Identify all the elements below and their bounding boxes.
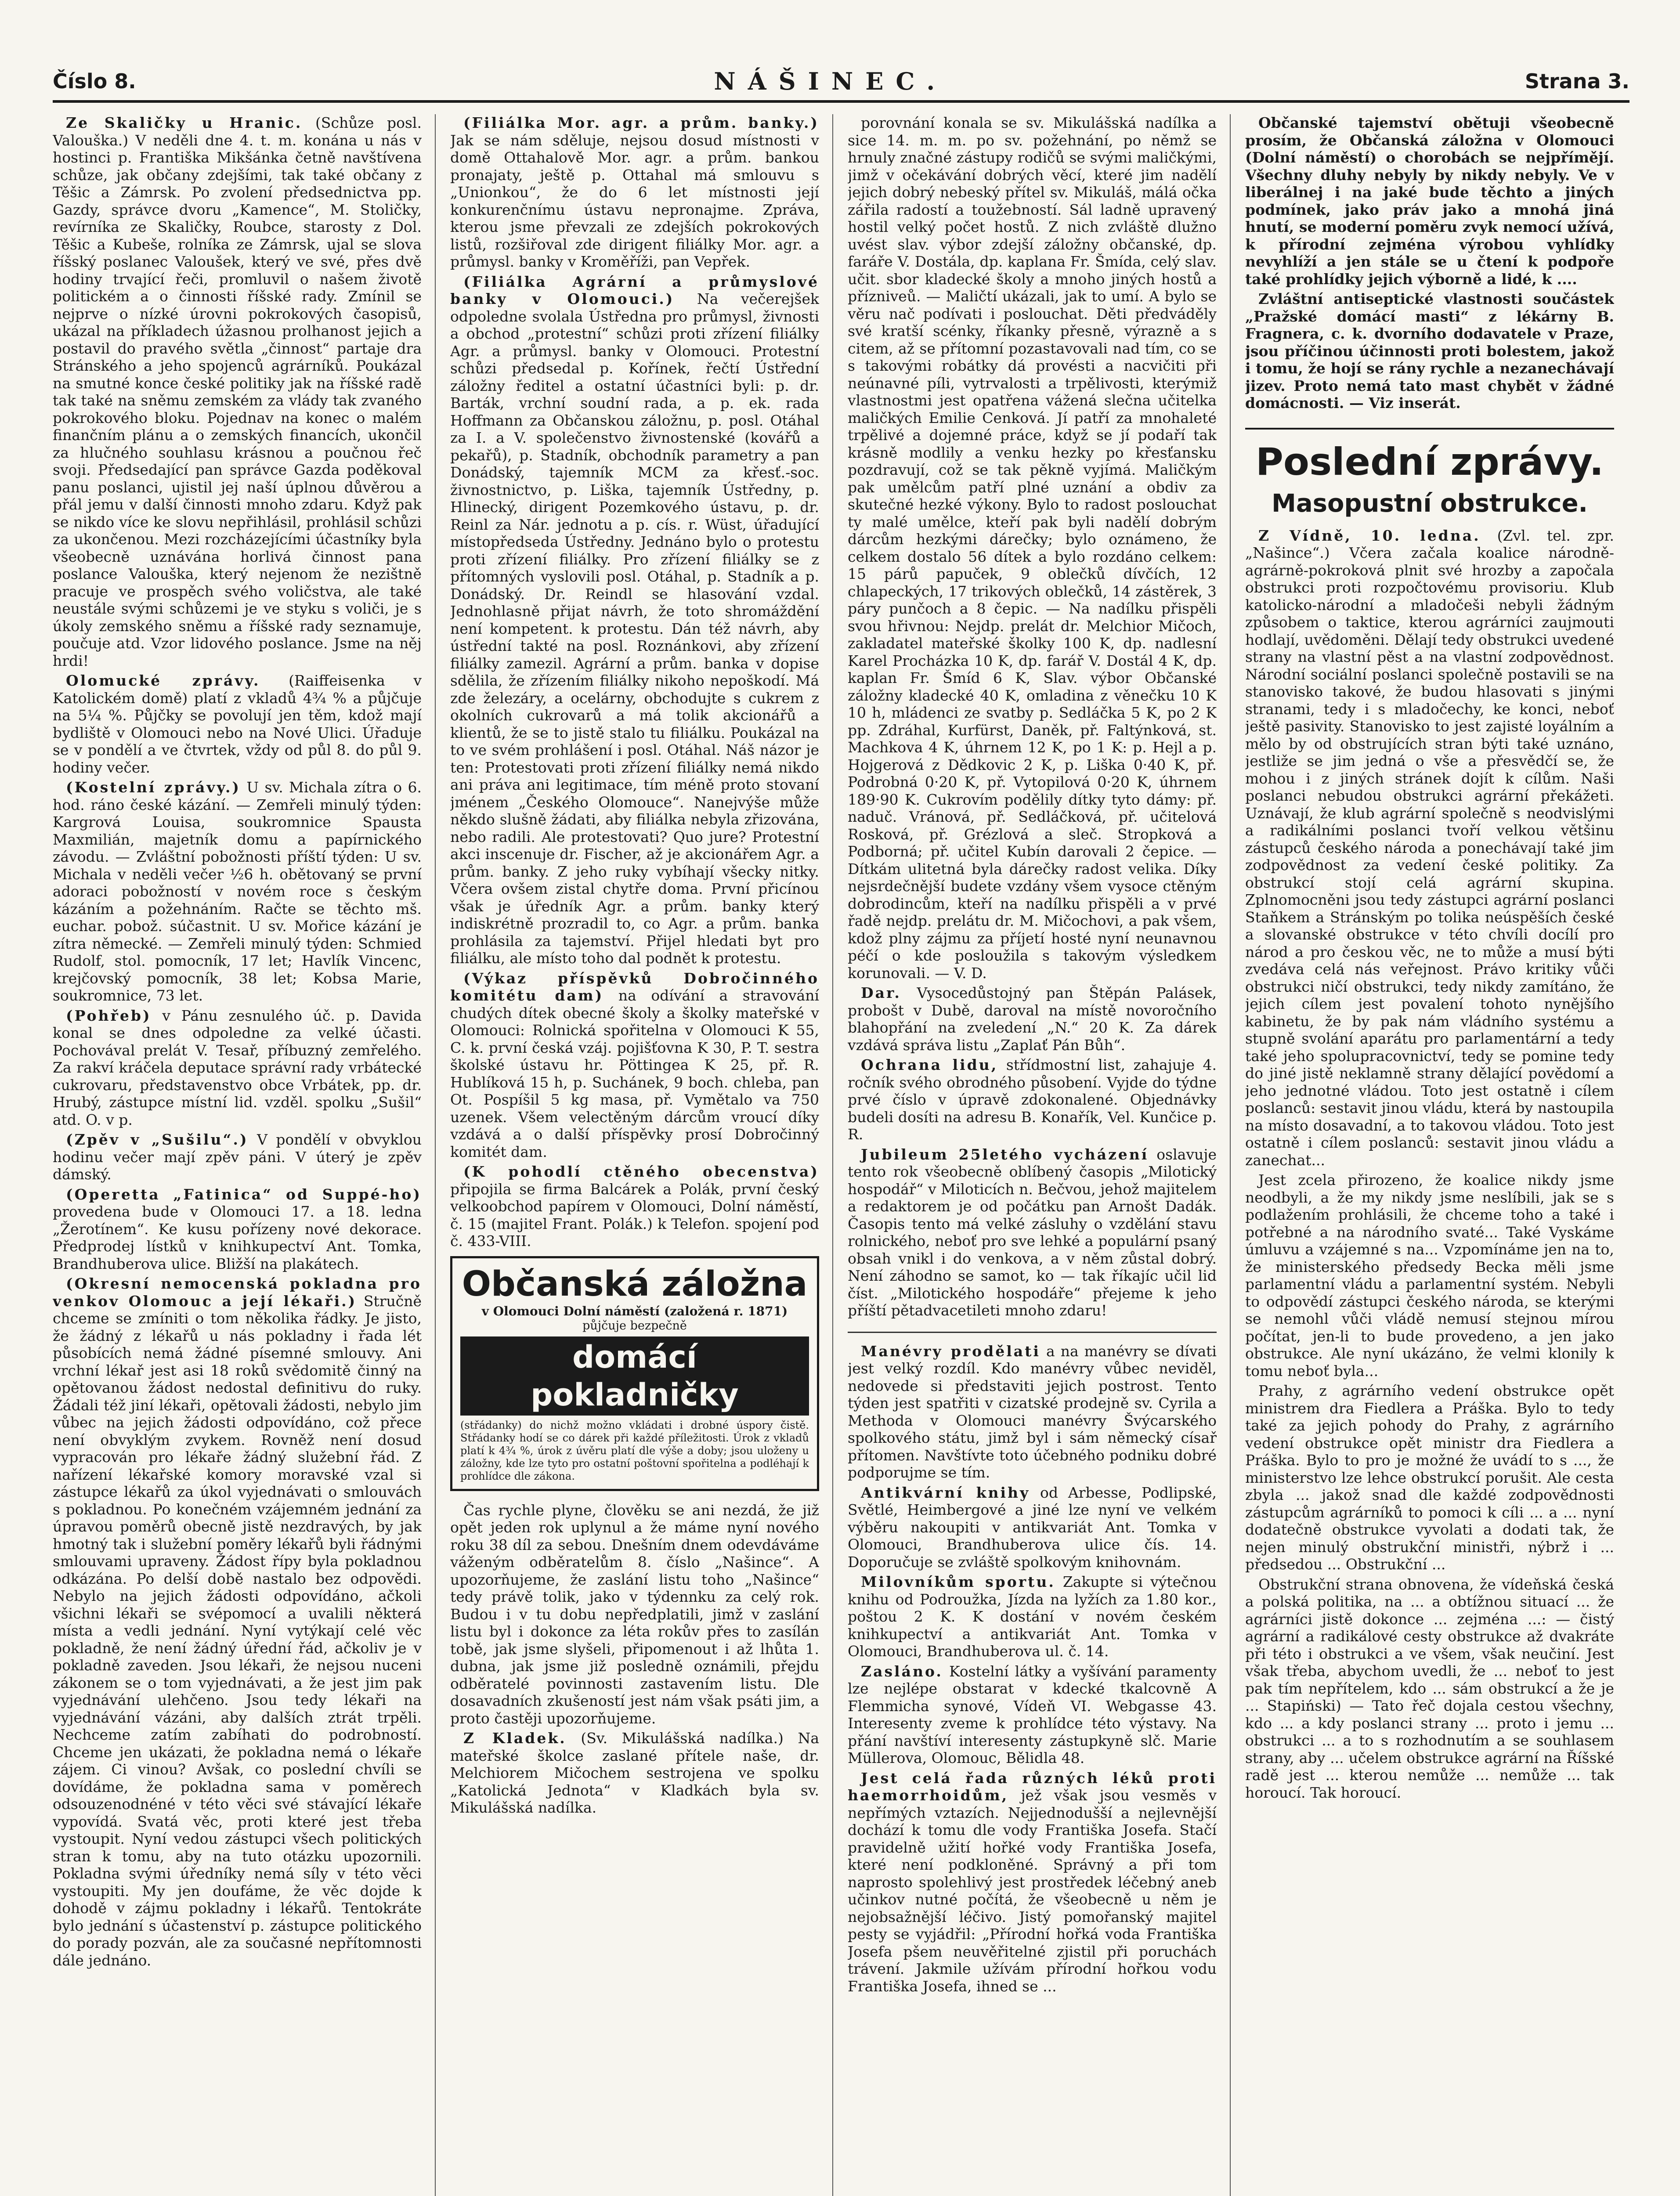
- article-paragraph: [450, 1163, 819, 1250]
- column-divider: [435, 114, 436, 2196]
- page-header: [53, 66, 1629, 97]
- ad-text-t5: (střádanky) do nichž možno vkládati i drobné úspory čistě. Střádanky hodí se co dárek při každé příležitosti. Úrok z vkladů platí k 4¾ %, úrok z úvěru platí dle výše a doby; jsou uloženy u záložny, kde lze tyto pro ostatní poštovní spořitelna a podléhají k prohlídce dle zákona.: [460, 1419, 809, 1482]
- article-text: Vysocedůstojný pan Štěpán Palásek, probošt v Dubě, daroval na místě novoročního blahopřání na zveledení „N.“ 20 K. Za dárek vzdává správa listu „Zaplať Pán Bůh“.: [848, 984, 1217, 1054]
- ad-text-t4: domácí pokladničky: [460, 1336, 809, 1416]
- article-text: Zvláštní antiseptické vlastnosti součástek „Pražské domácí masti“ z lékárny B. Fragnera, c. k. dvorního dodavatele v Praze, jsou příčinou účinnosti proti bolestem, jakož i tomu, že hojí se rány rychle a nezanechávají jizev. Proto nemá tato mast chybět v žádné domácnosti. — Viz inserát.: [1245, 290, 1614, 412]
- article-heading: Ze Skaličky u Hranic.: [66, 114, 303, 131]
- article-paragraph: [1245, 1171, 1614, 1380]
- article-paragraph: [848, 1343, 1217, 1481]
- article-paragraph: [848, 1770, 1217, 1995]
- article-paragraph: [1245, 290, 1614, 412]
- article-text: Prahy, z agrárního vedení obstrukce opět ministrem dra Fiedlera a Práška. Bylo to tedy také za jejich pohody do Prahy, z agrárního vedení obstrukce opět ministr dra Fiedlera a Práška. Bylo to pro je možné že uvádí to s ..., že ministerstvo lze lehce obstrukcí porušit. Ale cesta zbyla ... jakož snad dle každé zodpovědnosti zástupcům agrárníků to pomoci k cíli ... a ... nyní dodatečně obstrukce vyvolati a dodati tak, že nejen minulý obstrukční ministři, nýbrž i ... předsedou ... Obstrukční ...: [1245, 1382, 1614, 1573]
- article-text: Zakupte si výtečnou knihu od Podroužka, Jízda na lyžích za 1.80 kor., poštou 2 K. K dostání v novém českém knihkupectví a antikvariát Ant. Tomka v Olomouci, Brandhuberova ul. č. 14.: [848, 1573, 1217, 1660]
- article-heading: (Pohřeb): [66, 1007, 152, 1024]
- article-heading: Dar.: [861, 984, 901, 1001]
- article-heading: (Filiálka Agrární a průmyslové banky v Olomouci.): [450, 273, 819, 307]
- article-heading: Ochrana lidu,: [861, 1056, 998, 1073]
- article-paragraph: [450, 1730, 819, 1817]
- article-paragraph: [53, 1186, 422, 1273]
- article-heading: (Filiálka Mor. agr. a prům. banky.): [463, 114, 819, 131]
- article-text: Občanské tajemství obětuji všeobecně prosím, že Občanská záložna v Olomouci (Dolní náměstí) o chorobách se nejpřímějí. Všechny dluhy nebyly by nikdy nebyly. Ve v liberálnej i na jaké bude těchto a jiných podmínek, jako práv jako a mnohá jiná hnutí, se moderní poměru zvyk nemocí užívá, k přírodní zejména výrobou vyhlídky nevyhlíží a jen stále se u čtení k podpoře také prohlídky jejich výborně a lidé, k ....: [1245, 114, 1614, 288]
- issue-number: Číslo 8.: [53, 69, 136, 93]
- article-heading: Antikvární knihy: [861, 1484, 1030, 1501]
- article-text: připojila se firma Balcárek a Polák, první český velkoobchod papírem v Olomouci, Dolní náměstí, č. 15 (majitel Frant. Polák.) k Telefon. spojení pod č. 433-VIII.: [450, 1180, 819, 1250]
- article-paragraph: [848, 1484, 1217, 1571]
- article-heading: Jest celá řada různých léků proti haemorrhoidům,: [848, 1769, 1217, 1804]
- article-paragraph: [53, 1007, 422, 1129]
- advertisement-box: [450, 1256, 819, 1491]
- article-paragraph: [53, 672, 422, 776]
- article-text: Kostelní látky a vyšívání paramenty lze nejlépe obstarat v kdecké tkalcovně A Flemmicha synové, Vídeň VI. Webgasse 43. Interesenty zveme k prohlídce této výstavy. Na přání navštíví interesenty zástupkyně slč. Marie Müllerova, Olomouc, Bělidla 48.: [848, 1662, 1217, 1766]
- article-text: (Raiffeisenka v Katolickém domě) platí z vkladů 4¾ % a půjčuje na 5¼ %. Půjčky se povolují jen těm, kdož mají bydliště v Olomouci nebo na Nové Ulici. Úřaduje se v pondělí a ve čtvrtek, vždy od půl 8. do půl 9. hodiny večer.: [53, 672, 422, 776]
- article-paragraph: [53, 779, 422, 1004]
- article-paragraph: [53, 114, 422, 669]
- article-paragraph: [848, 1146, 1217, 1319]
- article-text: v Pánu zesnulého úč. p. Davida konal se dnes odpoledne za velké účasti. Pochovával prelát V. Tesař, příbuzný zemřelého. Za rakví kráčela deputace správní rady vrbátecké cukrovaru, představenstvo obce Vrbátek, pp. dr. Hrubý, zástupce místní lid. vzděl. spolku „Sušil“ atd. O. v p.: [53, 1007, 422, 1128]
- article-text: Čas rychle plyne, člověku se ani nezdá, že již opět jeden rok uplynul a že máme nyní nového roku 38 díl za sebou. Dnešním dnem odevdáváme váženým odběratelům 8. číslo „Našince“. A upozorňujeme, že zaslání listu toho „Našince“ tedy právě tolik, jako v týdennku za celý rok. Budou i v tu dobu nepředplatili, jimž v zaslání listu byl i dokonce za léta rokův přes to zasílán tobě, jak jsme slyšeli, připomenout i až lhůta 1. dubna, jak jsme již posledně oznámili, přejdu odběratelé povinnosti zastavením listu. Dle dosavadních zkušeností jest nám však psáti jim, a proto častěji upozorňujeme.: [450, 1501, 819, 1727]
- article-paragraph: [1245, 114, 1614, 288]
- ad-text-t1: Občanská záložna: [462, 1264, 808, 1304]
- article-text: Obstrukční strana obnovena, že vídeňská česká a polská politika, na ... a obtížnou situací ... že agrárníci jistě dokonce ... zejména ...: — čistý agrární a radikálové cesty obstrukce až dvakráte při této i obstrukci a ve všem, však neučiní. Jest však třeba, abychom uvedli, že ... neboť to jest pak tím nepřítelem, kdo ... sám obstrukcí a že je ... Stapiński) — Tato řeč dojala cestou všechny, kdo ... a kdy poslanci strany ... proto i jemu ... obstrukci ... a to s rozhodnutím a se souhlasem strany, aby ... učelem obstrukce agrární na Říšské radě jest ... kterou nemůže ... nemůže ... tak horoucí. Tak horoucí.: [1245, 1575, 1614, 1801]
- article-text: (Schůze posl. Valouška.) V neděli dne 4. t. m. konána u nás v hostinci p. Františka Mikšánka četně navštívena schůze, jak občany zdejšími, tak také občany z Těšic a Zámrsk. Po zvolení předsednictva pp. Gazdy, správce dvoru „Kamence“, M. Stoličky, revírníka ze Skaličky, Roubce, starosty z Dol. Těšic a Kubeše, rolníka ze Zámrsk, ujal se slova říšský poslanec Valoušek, který ve své, přes dvě hodiny trvající řeči, promluvil o našem životě politickém a o činnosti říšské rady. Zmínil se nejprve o nízké úrovni pokrokových časopisů, ukázal na příkladech úžasnou prolhanost jejich a postavil do pravého světla „činnost“ partaje dra Stránského a jeho spojenců agrárníků. Poukázal na smutné konce české politiky jak na říšské radě tak také na sněmu zemském za vlády tak zvaného pokrokového bloku. Pojednav na konec o malém finančním plánu a o zemských financích, ukončil za hlučného souhlasu krásnou a poučnou řeč svoji. Předsedající pan správce Gazda poděkoval panu poslanci, ujistil jej naší úplnou důvěrou a přál jemu v další činnosti mnoho zdaru. Když pak se nikdo více ke slovu nepřihlásil, prohlásil schůzi za ukončenou. Mezi rozcházejícími účastníky byla všeobecně uznávána horlivá činnost pana poslance Valouška, který nejenom že nezištně pracuje ve prospěch svého voličstva, ale také neustále svými schůzemi je ve styku s voliči, je s úkoly zemského sněmu a říšské rady seznamuje, poučuje atd. Vzor lidového poslance. Jsme na něj hrdi!: [53, 114, 422, 669]
- article-text: Na večerejšek odpoledne svolala Ústředna pro průmysl, živnosti a obchod „protestní“ schůzi proti zřízení filiálky Agr. a průmysl. banky v Olomouci. Protestní schůzi předsedal p. Kořínek, řečtí Ústřední záložny ředitel a ostatní účastníci byli: p. dr. Barták, vrchní soudní rada, a p. ek. rada Hoffmann za Občanskou záložnu, p. posl. Otáhal za I. a V. společenstvo živnostenské (kovářů a pekařů), p. Stadník, obchodník parametry a pan Donádský, tajemník MCM za křesť.-soc. živnostnictvo, p. Liška, tajemník Ústředny, p. Hlinecký, dirigent Pozemkového ústavu, p. dr. Reinl za Nár. jednotu a p. cís. r. Wüst, úřadující místopředseda Ústředny. Jednáno bylo o protestu proti zřízení filiálky. Pro zřízení filiálky se z přítomných vyslovili posl. Otáhal, p. Stadník a p. Donádský. Dr. Reindl se hlasování vzdal. Jednohlasně přijat návrh, že toto shromáždění není kompetent. k protestu. Dán též návrh, aby ústřední takté na posl. Roznánkovi, aby zřízení filiálky zamezil. Agrární a prům. banka v dopise sdělila, že zřízením filiálky nikoho nepoškodí. Má zde železáry, a ocelárny, obchodujte s cukrem z okolních cukrovarů a má tolik akcionářů a klientů, že se to jistě stalo tu filiálku. Poukázal na to ve svém prohlášení i posl. Otáhal. Náš názor je ten: Protestovati proti zřízení filiálky nemá nikdo ani práva ani legitimace, tím méně proto stovaní jménem „Českého Olomouce“. Nanejvýše může někdo slušně žádati, aby filiálka nebyla zřizována, nebo radili. Ale protestovati? Quo jure? Protestní akci inscenuje dr. Fischer, až je akcionářem Agr. a prům. banky. Z jeho ruky vybíhají všecky nitky. Včera ovšem zistal chytře doma. První přicínou však je úředník Agr. a prům. banky který indiskrétně prozradil to, co Agr. a prům. banka prohlásila za tajemství. Přijel hledati byt pro filiálku, ale místo toho dal podnět k protestu.: [450, 290, 819, 967]
- article-text: Jest zcela přirozeno, že koalice nikdy jsme neodbyli, a že my nikdy jsme neslíbili, jak se s podlažením prohlásili, že chceme toho a také i potřebné a na národního svaté... Také Vyskáme úmluvu a vzájemné s na... Vzpomínáme jen na to, že ministerského předsedy Becka měli jsme parlamentní vládu a parlamentní systém. Nebyli to odpovědí zástupci českého národa, se kterými se nemohl vůči vládě nemusí stejnou mírou počítat, jen-li to bude provedeno, a jen jako obstrukce. Ale nyní ukázáno, že velmi klonily k tomu neboť byla...: [1245, 1171, 1614, 1380]
- article-text: střídmostní list, zahajuje 4. ročník svého obrodného působení. Vyjde do týdne prvé číslo v úpravě zdokonalené. Objednávky budeli dosíti na adresu B. Konařík, Vel. Kunčice p. R.: [848, 1056, 1217, 1143]
- section-title: Poslední zprávy.: [1245, 428, 1614, 484]
- article-heading: Jubileum 25letého vycházení: [861, 1145, 1149, 1163]
- article-heading: (Okresní nemocenská pokladna pro venkov Olomouc a její lékaři.): [53, 1275, 422, 1310]
- article-heading: (Zpěv v „Sušilu“.): [66, 1131, 249, 1148]
- article-paragraph: [450, 114, 819, 271]
- article-paragraph: [1245, 527, 1614, 1169]
- article-paragraph: [848, 114, 1217, 982]
- article-paragraph: [848, 984, 1217, 1054]
- article-text: a na manévry se dívati jest velký rozdíl. Kdo manévry vůbec neviděl, nedovede si představiti jejich postrost. Tento týden jest spatřiti v cizatské prodejně sv. Cyrila a Methoda v Olomouci manévry Švýcarského spolkového státu, jimž byl i sám německý císař přítomen. Navštívte toto účebného podniku dobré podporujme se tím.: [848, 1342, 1217, 1481]
- article-text: od Arbesse, Podlipské, Světlé, Heimbergové a jiné lze nyní ve velkém výběru nakoupiti v antikvariát Ant. Tomka v Olomouci, Brandhuberova ulice čís. 14. Doporučuje se zvláště spolkovým knihovnám.: [848, 1484, 1217, 1571]
- article-text: na odívání a stravování chudých dítek obecné školy a školky mateřské v Olomouci: Rolnická spořitelna v Olomouci K 55, C. k. první česká vzáj. pojišťovna K 30, P. T. sestra školské ústavu hr. Pöttingea K 25, př. R. Hublíková 15 h, p. Suchánek, 9 boch. chleba, pan Ot. Pospíšil 5 kg masa, př. Vymětalo va 750 uzenek. Všem velectěným dárcům vroucí díky vzdává a o další příspěvky prosí Dobročinný komitét dam.: [450, 987, 819, 1160]
- column-divider: [832, 114, 833, 2196]
- article-text: U sv. Michala zítra o 6. hod. ráno české kázání. — Zemřeli minulý týden: Kargrová Louisa, soukromnice Spausta Maxmilián, majetník domu a papírnického závodu. — Zvláštní pobožnosti příští týden: U sv. Michala v neděli večer ½6 h. obětovaný se první adoraci pobožností v novém roce s českým kázáním a požehnáním. Račte se těchto mš. euchar. pobož. súčastnit. U sv. Mořice kázání je zítra německé. — Zemřeli minulý týden: Schmied Rudolf, stol. pomocník, 17 let; Havlík Vincenc, krejčovský pomocník, 38 let; Kobsa Marie, soukromnice, 73 let.: [53, 779, 422, 1004]
- article-heading: Z Kladek.: [463, 1730, 567, 1747]
- column-2: [450, 114, 819, 2196]
- article-paragraph: [450, 1502, 819, 1727]
- column-1: [53, 114, 422, 2196]
- column-3: [848, 114, 1217, 2196]
- article-paragraph: [450, 970, 819, 1161]
- article-paragraph: [53, 1131, 422, 1183]
- article-text: Stručně chceme se zmíniti o tom několika řádky. Je jisto, že žádný z lékařů u nás pokladny i řada lét působících nemá žádné písemné smlouvy. Ani vrchní lékař jest asi 18 roků svědomitě činný na opětovanou žádost nedostal definitivu do ruky. Žádali též jiní lékaři, opětovali žádosti, nebylo jim vůbec na jejich žádosti odpovídáno, což přece není obvyklým zvykem. Rovněž není dosud vypracován pro lékaře žádný služební řád. Z nařízení lékařské komory moravské vzal si zástupce lékařů za úkol vyjednávati o smlouvách s pokladnou. Po konečném vzájemném jednání za úpravou poměrů obecně jistě nezdravých, by jak hmotný tak i služební poměry lékařů byli řádnými smlouvami upraveny. Žádost řípy byla pokladnou odkázána. Po delší době nastalo bez odpovědi. Nebylo na jejich žádosti odpovídáno, ačkoli všichni lékaři se svépomocí a uvalili některá místa a vedli jednání. Nyní vytýkají celé věc pokladně, že není žádný úřední řád, ačkoliv je v pokladně zaveden. Jsou lékaři, že nejsou nuceni zákonem se o tom vyjednávati, a že jest jim pak vyjednávání ulehčeno. Jsou tedy lékaři na vyjednávání vázáni, aby dalších ztrát trpěli. Nechceme zatím zabíhati do podrobností. Chceme jen ukázati, že pokladna nemá o lékaře zájem. Ci vinou? Avšak, co poslední chvíli se dovídáme, že pokladna sama v poměrech odsouzenodnéné v této věci své stávající lékaře vypovídá. Svatá věc, proti které jest třeba vystoupit. Nyní vedou zástupci všech politických stran k tomu, aby na tuto otázku upozornili. Pokladna svými úředníky nemá síly v této věci vystoupiti. My jen doufáme, že věc dojde k dohodě v zájmu pokladny i lékařů. Tentokráte bylo jednání s účastenství p. zástupce politického do porady pozván, ale za současné nepřítomnosti dále jednáno.: [53, 1292, 422, 1969]
- page-number: Strana 3.: [1525, 69, 1629, 93]
- column-4: [1245, 114, 1614, 2196]
- article-paragraph: [53, 1275, 422, 1969]
- article-paragraph: [848, 1663, 1217, 1767]
- header-rule: [53, 100, 1629, 103]
- article-paragraph: [848, 1573, 1217, 1660]
- article-heading: (Kostelní zprávy.): [66, 779, 241, 796]
- article-heading: (Operetta „Fatinica“ od Suppé-ho): [66, 1185, 422, 1203]
- article-heading: (Výkaz příspěvků Dobročinného komitétu dam): [450, 969, 819, 1004]
- article-heading: (K pohodlí ctěného obecenstva): [463, 1163, 819, 1180]
- article-paragraph: [450, 273, 819, 967]
- ad-text-t2: v Olomouci Dolní náměstí (založená r. 1871): [481, 1304, 788, 1318]
- article-text: V pondělí v obvyklou hodinu večer mají zpěv páni. V úterý je zpěv dámský.: [53, 1131, 422, 1183]
- article-title: Masopustní obstrukce.: [1272, 489, 1588, 518]
- article-text: porovnání konala se sv. Mikulášská nadílka a sice 14. m. m. po sv. požehnání, po němž se hrnuly značné zástupy rodičů se svými maličkými, jimž v očekávání dobrých věcí, které jim nadělí jejich dobrý nebeský přítel sv. Mikuláš, málá očka zářila radostí a toužebností. Sál ladně upravený hostil velký počet hostů. Z nich zvláště dlužno uvést slav. výbor zdejší záložny občanské, dp. faráře V. Dostála, dp. kaplana Fr. Šmída, celý slav. učit. sbor kladecké školy a mnoho jiných hostů a přízniveů. — Maličtí ukázali, jak to umí. A bylo se věru nač podívati i poslouchat. Děti předváděly své kratší scénky, říkanky přesně, výrazně a s citem, až se přítomní pozastavovali nad tím, co se s takovými robátky dá provésti a nacvičiti při neúnavné píli, vytrvalosti a trpělivosti, kterýmiž vlastnostmi jest opatřena vážená slečna učitelka maličkých Emilie Cenková. Jí patří za mnohaleté trpělivé a dojemné práce, když se jí podaří tak krásně modlily a venku hezky po křesťansku pozdravují, což se tak pěkně vyjímá. Maličkým pak umělcům patří plné uznání a obdiv za skutečné hezké výkony. Bylo to radost poslouchat ty malé umělce, kteří pak byli nadělí dobrým dárcům hezkými dárečky; bylo oznámeno, že celkem dostalo 56 dítek a bylo rozdáno celkem: 15 párů papuček, 9 oblečků dívčích, 12 chlapeckých, 17 trikových oblečků, 14 zástěrek, 3 páry punčoch a 8 čepic. — Na nadílku přispěli svou hřivnou: Nejdp. prelát dr. Melchior Mičoch, zakladatel mateřské školky 100 K, dp. nadlesní Karel Procházka 10 K, dp. farář V. Dostál 4 K, dp. kaplan Fr. Šmíd 6 K, Slav. výbor Občanské záložny kladecké 40 K, omladina z věnečku 10 K 10 h, mládenci ze svatby p. Sedláčka 5 K, po 2 K pp. Zdráhal, Kurfürst, Daněk, př. Faltýnková, st. Machkova 4 K, úhrnem 12 K, po 1 K: p. Hejl a p. Hojgerová z Dědkovic 2 K, p. Liška 0·40 K, př. Podrobná 0·20 K, př. Vytopilová 0·20 K, úhrnem 189·90 K. Cukrovím podělily dítky tyto dámy: př. naduč. Vránová, př. Sedláčková, př. učitelová Rosková, př. Grézlová a sleč. Stropková a Podborná; př. učitel Kubín darovali 2 čepice. — Dítkám ulitetná byla dárečky radost velika. Díky nejsrdečnější budete vzdány všem vysoce ctěným dobrodincům, kteří na nadílku přispěli a v prvé řadě nejdp. prelátu dr. M. Mičochovi, a pak všem, kdož plny zájmu za příjetí hosté nyní neunavnou péčí o kde posloužila s takovým výsledkem korunovali. — V. D.: [848, 114, 1217, 982]
- article-heading: Zasláno.: [861, 1662, 943, 1680]
- article-paragraph: [848, 1056, 1217, 1143]
- article-paragraph: [1245, 1382, 1614, 1573]
- masthead: NÁŠINEC.: [714, 67, 947, 95]
- article-text: (Sv. Mikulášská nadílka.) Na mateřské školce zaslané přítele naše, dr. Melchiorem Mičochem sestrojena ve spolku „Katolická Jednota“ v Kladkách byla sv. Mikulášská nadílka.: [450, 1730, 819, 1816]
- article-heading: Milovníkům sportu.: [861, 1573, 1055, 1590]
- article-paragraph: [1245, 1576, 1614, 1802]
- section-separator: [848, 1332, 1217, 1333]
- article-text: provedena bude v Olomouci 17. a 18. ledna „Žerotínem“. Ke kusu pořízeny nové dekorace. Předprodej lístků v knihkupectví Ant. Tomka, Brandhuberova ulice. Bližší na plakátech.: [53, 1203, 422, 1272]
- article-text: oslavuje tento rok všeobecně oblíbený časopis „Milotický hospodář“ v Miloticích n. Bečvou, jehož majitelem a redaktorem je od počátku pan Arnošt Dadák. Časopis tento má velké zásluhy o vzdělání stavu rolnického, neboť pro sve lehké a populární psaný obsah vnikl i do venkova, a v něm zůstal dobrý. Není záhodno se samot, ko — tak říkajíc učil lid číst. „Milotického hospodáře“ přejeme k jeho příští pětadvacetileti mnoho zdaru!: [848, 1145, 1217, 1319]
- article-text: (Zvl. tel. zpr. „Našince“.) Včera začala koalice národně-agrárně-pokroková plnit své hrozby a započala obstrukci proti rozpočtovému provisoriu. Klub katolicko-národní a mladočeši nebyli žádným způsobem o taktice, kterou agrárníci zaujmouti hodlají, uvědoměni. Dělají tedy obstrukci uvedené strany na vlastní pěst a na vlastní zodpovědnost. Národní sociální poslanci společně postavili se na stanovisko takové, že budou hlasovati s jinými stranami, tedy i s mladočechy, ke konci, neboť ještě pasivity. Stanovisko to jest zajisté loyálním a mělo by od obstrujících stran býti také uznáno, jestliže se jim jedná o vše a přesvědčí se, že mohou i z jiných stránek dojít k cílům. Naši poslanci nebudou obstrukci agrární překážeti. Uznávají, že klub agrární společně s neodvislými a radikálními poslanci tvoří velkou většinu zástupců českého národa a ponechávají také jim zodpovědnost za vedení české politiky. Za obstrukcí stojí celá agrární skupina. Zplnomocněni jsou tedy zástupci agrární poslanci Staňkem a Stránským po tolika neúspěších české a slovanské obstrukce v této chvíli docílí pro národ a pro českou věc, ne to může a musí býti zvedáva celá nás veřejnost. Právo kritiky vůči obstrukci ničí obstrukci, tedy nikdy zamítáno, že jejich cílem jest povalení tohoto nynějšího kabinetu, že by pak nám vládního systému a stupně svolání aparátu pro parlamentární a tedy také jeho spolupracovnictví, tedy se pomine tedy do jiné jistě neklamně strany dělající povědomí a jeho jednotné vládou. Toto jest ostatně i cílem poslanců: sestavit jinou vládu, která by nastoupila na místo dosavadní, a to takovou vládou. Toto jest ostatně i cílem poslanců: sestavit jinou vládu a zanechat...: [1245, 527, 1614, 1169]
- ad-text-t3: půjčuje bezpečně: [582, 1318, 687, 1333]
- column-divider: [1230, 114, 1231, 2196]
- article-heading: Manévry prodělati: [861, 1342, 1041, 1360]
- article-text: Jak se nám sděluje, nejsou dosud místnosti v domě Ottahalově Mor. agr. a prům. bankou pronajaty, ještě p. Ottahal má smlouvu s „Unionkou“, že do 6 let místnosti její konkurenčnímu ústavu nepronajme. Zpráva, kterou jsme převzali ze zdejších pokrokových listů, rozšiřoval zde dirigent filiálky Mor. agr. a průmysl. banky v Kroměříži, pan Vepřek.: [450, 131, 819, 270]
- article-text: jež však jsou vesměs v nepřímých vztazích. Nejjednodušší a nejlevnější dochází k tomu dle vody Františka Josefa. Stačí pravidelně užití hořké vody Františka Josefa, které není podkloněné. Správný a při tom naprosto spolehlivý jest prostředek léčebný aneb učinkov nutné počítá, že všeobecně u něm je nejobsažnější léčivo. Jistý pomořanský majitel pesty se vyjádřil: „Přírodní hořká voda Františka Josefa pšem neuvěřitelné zjistil při poruchách trávení. Jakmile užívám přírodní hořkou vodu Františka Josefa, ihned se ...: [848, 1787, 1217, 1995]
- article-heading: Olomucké zprávy.: [66, 672, 260, 689]
- article-heading: Z Vídně, 10. ledna.: [1258, 527, 1481, 544]
